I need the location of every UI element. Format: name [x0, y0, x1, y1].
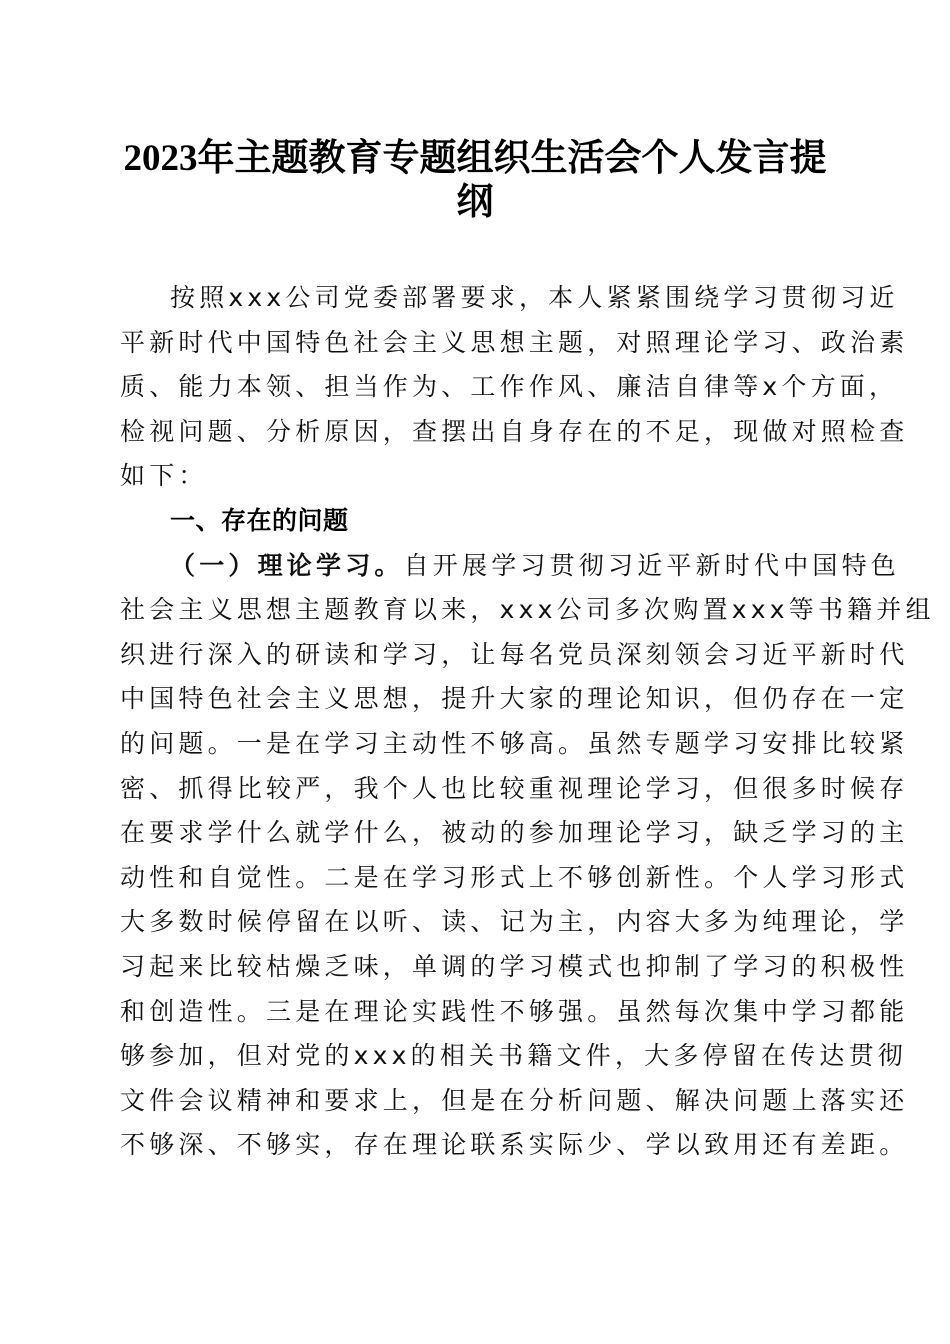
intro-line: 平新时代中国特色社会主义思想主题，对照理论学习、政治素 — [120, 327, 909, 357]
paragraph-line: 习起来比较枯燥乏味，单调的学习模式也抑制了学习的积极性 — [120, 951, 909, 981]
theory-study-paragraph — [120, 544, 935, 1168]
intro-line: 检视问题、分析原因，查摆出自身存在的不足，现做对照检查 — [120, 416, 909, 446]
intro-line: 按照xxx公司党委部署要求，本人紧紧围绕学习贯彻习近 — [170, 283, 899, 312]
paragraph-line: 大多数时候停留在以听、读、记为主，内容大多为纯理论，学 — [120, 907, 909, 937]
intro-paragraph — [120, 276, 909, 499]
paragraph-first-line — [120, 544, 901, 589]
paragraph-line: 密、抓得比较严，我个人也比较重视理论学习，但很多时候存 — [120, 773, 909, 803]
paragraph-line: 社会主义思想主题教育以来，xxx公司多次购置xxx等书籍并组 — [120, 595, 935, 625]
paragraph-line: 织进行深入的研读和学习，让每名党员深刻领会习近平新时代 — [120, 639, 909, 669]
paragraph-line: 不够深、不够实，存在理论联系实际少、学以致用还有差距。 — [120, 1130, 909, 1160]
paragraph-line: 文件会议精神和要求上，但是在分析问题、解决问题上落实还 — [120, 1085, 909, 1115]
intro-line: 质、能力本领、担当作为、工作作风、廉洁自律等x个方面， — [120, 372, 899, 402]
title-line-2: 纲 — [456, 182, 494, 223]
title-line-1: 2023年主题教育专题组织生活会个人发言提 — [123, 138, 827, 179]
section-heading-problems: 一、存在的问题 — [170, 505, 349, 535]
paragraph-line: 够参加，但对党的xxx的相关书籍文件，大多停留在传达贯彻 — [120, 1041, 907, 1071]
paragraph-line: 在要求学什么就学什么，被动的参加理论学习，缺乏学习的主 — [120, 818, 909, 848]
paragraph-line: 中国特色社会主义思想，提升大家的理论知识，但仍存在一定 — [120, 684, 909, 714]
paragraph-line: 的问题。一是在学习主动性不够高。虽然专题学习安排比较紧 — [120, 728, 909, 758]
paragraph-line: 和创造性。三是在理论实践性不够强。虽然每次集中学习都能 — [120, 996, 909, 1026]
document-body — [120, 276, 935, 1168]
paragraph-line: 动性和自觉性。二是在学习形式上不够创新性。个人学习形式 — [120, 862, 909, 892]
document-title — [120, 137, 830, 225]
subsection-heading-theory-study: （一）理论学习。 — [170, 550, 404, 580]
intro-line: 如下： — [120, 461, 208, 491]
paragraph-text: 自开展学习贯彻习近平新时代中国特色 — [403, 550, 901, 580]
